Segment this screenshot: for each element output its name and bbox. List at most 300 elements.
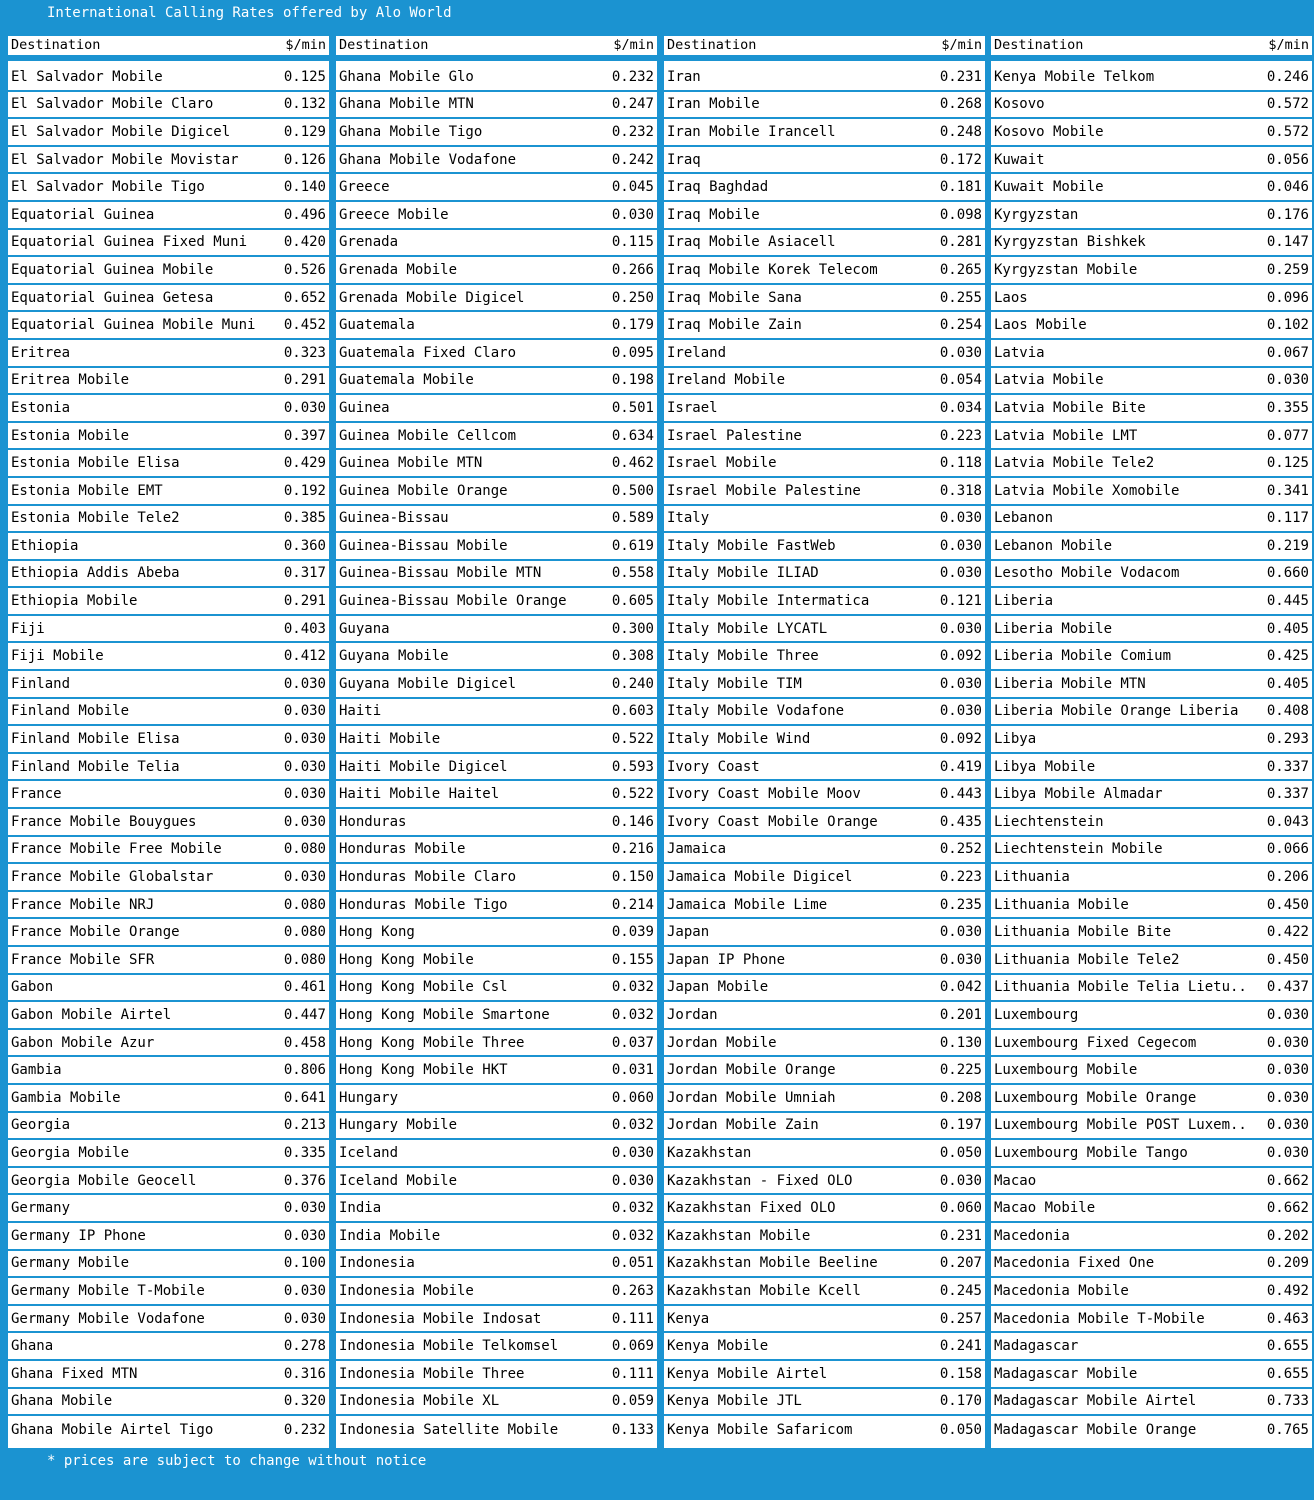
table-row xyxy=(664,1389,985,1417)
table-row xyxy=(991,1057,1312,1085)
rate-cell: 0.179 xyxy=(611,317,654,334)
destination-cell: Macao Mobile xyxy=(994,1200,1096,1217)
destination-cell: Kyrgyzstan xyxy=(994,206,1079,223)
destination-cell: Ivory Coast xyxy=(667,758,760,775)
rate-cell: 0.115 xyxy=(611,234,654,251)
table-row xyxy=(991,754,1312,782)
rate-cell: 0.132 xyxy=(283,96,326,113)
rate-cell: 0.080 xyxy=(283,951,326,968)
table-row xyxy=(991,340,1312,368)
table-row xyxy=(336,1416,657,1444)
rate-cell: 0.140 xyxy=(283,179,326,196)
table-row xyxy=(664,202,985,230)
destination-cell: Guyana Mobile xyxy=(339,648,449,665)
rate-cell: 0.030 xyxy=(939,620,982,637)
table-row xyxy=(8,726,329,754)
rate-cell: 0.335 xyxy=(283,1144,326,1161)
destination-cell: Gambia xyxy=(11,1062,62,1079)
destination-cell: France Mobile Free Mobile xyxy=(11,841,222,858)
table-row xyxy=(8,285,329,313)
table-row xyxy=(991,1278,1312,1306)
destination-cell: Latvia Mobile Bite xyxy=(994,399,1146,416)
rate-cell: 0.318 xyxy=(939,482,982,499)
rate-cell: 0.219 xyxy=(1266,537,1309,554)
destination-cell: Madagascar Mobile Airtel xyxy=(994,1393,1197,1410)
destination-cell: Madagascar Mobile Orange xyxy=(994,1421,1197,1438)
table-row xyxy=(664,1113,985,1141)
destination-cell: Georgia xyxy=(11,1117,71,1134)
rate-cell: 0.619 xyxy=(611,537,654,554)
destination-cell: Guinea Mobile MTN xyxy=(339,455,483,472)
destination-cell: Luxembourg Mobile POST Luxem.. xyxy=(994,1117,1247,1134)
rate-cell: 0.050 xyxy=(939,1421,982,1438)
table-row xyxy=(336,1195,657,1223)
table-row xyxy=(336,754,657,782)
destination-cell: Ethiopia Addis Abeba xyxy=(11,565,180,582)
table-row xyxy=(336,588,657,616)
rate-cell: 0.198 xyxy=(611,372,654,389)
rate-cell: 0.252 xyxy=(939,841,982,858)
table-row xyxy=(991,312,1312,340)
rate-cell: 0.291 xyxy=(283,593,326,610)
destination-cell: Guatemala Mobile xyxy=(339,372,474,389)
rates-column-2 xyxy=(336,36,657,1448)
destination-cell: Jamaica xyxy=(667,841,727,858)
destination-cell: Estonia Mobile Elisa xyxy=(11,455,180,472)
destination-cell: Liberia xyxy=(994,593,1054,610)
table-row xyxy=(336,147,657,175)
header-destination: Destination xyxy=(667,37,757,53)
table-row xyxy=(991,1223,1312,1251)
table-row xyxy=(336,699,657,727)
rates-column-1 xyxy=(8,36,329,1448)
table-row xyxy=(8,1389,329,1417)
table-row xyxy=(664,1057,985,1085)
rate-cell: 0.030 xyxy=(283,399,326,416)
destination-cell: Latvia Mobile LMT xyxy=(994,427,1138,444)
destination-cell: Iceland Mobile xyxy=(339,1172,458,1189)
destination-cell: Iraq Mobile xyxy=(667,206,760,223)
rate-cell: 0.092 xyxy=(939,648,982,665)
rate-cell: 0.254 xyxy=(939,317,982,334)
rate-cell: 0.030 xyxy=(283,1282,326,1299)
rate-cell: 0.291 xyxy=(283,372,326,389)
rate-cell: 0.069 xyxy=(611,1338,654,1355)
table-row xyxy=(991,1168,1312,1196)
destination-cell: El Salvador Mobile Movistar xyxy=(11,151,239,168)
table-row xyxy=(8,699,329,727)
destination-cell: Indonesia Mobile xyxy=(339,1282,474,1299)
rate-cell: 0.202 xyxy=(1266,1227,1309,1244)
rate-cell: 0.030 xyxy=(939,951,982,968)
rate-cell: 0.032 xyxy=(611,1117,654,1134)
destination-cell: Haiti Mobile Haitel xyxy=(339,786,500,803)
table-row xyxy=(336,1306,657,1334)
table-row xyxy=(8,919,329,947)
destination-cell: Estonia Mobile Tele2 xyxy=(11,510,180,527)
table-row xyxy=(664,837,985,865)
destination-cell: Ivory Coast Mobile Moov xyxy=(667,786,861,803)
table-row xyxy=(8,423,329,451)
destination-cell: Jordan Mobile Umniah xyxy=(667,1089,836,1106)
table-row xyxy=(664,285,985,313)
destination-cell: Guyana Mobile Digicel xyxy=(339,675,517,692)
rate-cell: 0.126 xyxy=(283,151,326,168)
destination-cell: Italy xyxy=(667,510,710,527)
rate-cell: 0.121 xyxy=(939,593,982,610)
rate-cell: 0.056 xyxy=(1266,151,1309,168)
table-row xyxy=(336,1389,657,1417)
column-header xyxy=(664,36,985,61)
rate-cell: 0.316 xyxy=(283,1365,326,1382)
table-row xyxy=(991,506,1312,534)
destination-cell: Indonesia Mobile Telkomsel xyxy=(339,1338,559,1355)
table-row xyxy=(336,1113,657,1141)
column-header xyxy=(8,36,329,61)
destination-cell: Italy Mobile Vodafone xyxy=(667,703,845,720)
table-row xyxy=(8,1195,329,1223)
table-row xyxy=(336,285,657,313)
destination-cell: Iceland xyxy=(339,1144,399,1161)
destination-cell: India xyxy=(339,1200,382,1217)
table-row xyxy=(336,643,657,671)
table-row xyxy=(336,119,657,147)
table-row xyxy=(664,726,985,754)
page-title: International Calling Rates offered by Alo World xyxy=(47,5,452,21)
destination-cell: Iraq Mobile Sana xyxy=(667,289,802,306)
rate-cell: 0.225 xyxy=(939,1062,982,1079)
rate-cell: 0.030 xyxy=(939,565,982,582)
table-row xyxy=(8,1168,329,1196)
destination-cell: France xyxy=(11,786,62,803)
table-row xyxy=(664,1416,985,1444)
destination-cell: Gambia Mobile xyxy=(11,1089,121,1106)
table-row xyxy=(8,671,329,699)
rate-cell: 0.129 xyxy=(283,123,326,140)
destination-cell: Macao xyxy=(994,1172,1037,1189)
table-row xyxy=(336,1251,657,1279)
table-row xyxy=(664,643,985,671)
table-row xyxy=(8,1278,329,1306)
table-row xyxy=(664,1168,985,1196)
destination-cell: France Mobile Globalstar xyxy=(11,869,214,886)
destination-cell: Lithuania xyxy=(994,869,1070,886)
rate-cell: 0.232 xyxy=(611,68,654,85)
destination-cell: Honduras Mobile Claro xyxy=(339,869,517,886)
rate-cell: 0.496 xyxy=(283,206,326,223)
rate-cell: 0.522 xyxy=(611,786,654,803)
destination-cell: El Salvador Mobile Tigo xyxy=(11,179,205,196)
destination-cell: Kuwait xyxy=(994,151,1045,168)
rate-cell: 0.030 xyxy=(283,1200,326,1217)
destination-cell: Jordan Mobile Orange xyxy=(667,1062,836,1079)
rate-cell: 0.098 xyxy=(939,206,982,223)
destination-cell: Indonesia xyxy=(339,1255,415,1272)
rate-cell: 0.214 xyxy=(611,896,654,913)
table-row xyxy=(991,588,1312,616)
destination-cell: Germany IP Phone xyxy=(11,1227,146,1244)
table-row xyxy=(336,1278,657,1306)
header-rate: $/min xyxy=(941,37,982,53)
table-row xyxy=(664,1361,985,1389)
rate-cell: 0.408 xyxy=(1266,703,1309,720)
rate-cell: 0.050 xyxy=(939,1144,982,1161)
rate-cell: 0.054 xyxy=(939,372,982,389)
table-row xyxy=(991,1113,1312,1141)
destination-cell: Liberia Mobile xyxy=(994,620,1113,637)
table-row xyxy=(8,588,329,616)
rate-cell: 0.435 xyxy=(939,813,982,830)
table-row xyxy=(664,1085,985,1113)
destination-cell: Ireland Mobile xyxy=(667,372,786,389)
rate-cell: 0.125 xyxy=(283,68,326,85)
rate-cell: 0.067 xyxy=(1266,344,1309,361)
destination-cell: Germany Mobile Vodafone xyxy=(11,1310,205,1327)
table-row xyxy=(336,837,657,865)
rate-cell: 0.589 xyxy=(611,510,654,527)
destination-cell: India Mobile xyxy=(339,1227,441,1244)
table-row xyxy=(8,892,329,920)
table-row xyxy=(336,809,657,837)
table-row xyxy=(336,616,657,644)
table-row xyxy=(664,588,985,616)
rate-cell: 0.146 xyxy=(611,813,654,830)
table-row xyxy=(336,1168,657,1196)
table-row xyxy=(991,864,1312,892)
table-row xyxy=(8,340,329,368)
table-row xyxy=(8,395,329,423)
destination-cell: Estonia xyxy=(11,399,71,416)
table-row xyxy=(8,119,329,147)
table-row xyxy=(8,1030,329,1058)
table-row xyxy=(8,781,329,809)
table-row xyxy=(664,450,985,478)
destination-cell: Hong Kong Mobile HKT xyxy=(339,1062,508,1079)
table-row xyxy=(664,892,985,920)
rate-cell: 0.660 xyxy=(1266,565,1309,582)
destination-cell: Luxembourg Mobile Orange xyxy=(994,1089,1197,1106)
table-row xyxy=(8,450,329,478)
destination-cell: Latvia Mobile Xomobile xyxy=(994,482,1180,499)
rate-cell: 0.030 xyxy=(1266,1144,1309,1161)
destination-cell: Ivory Coast Mobile Orange xyxy=(667,813,878,830)
table-row xyxy=(991,1251,1312,1279)
destination-cell: Latvia xyxy=(994,344,1045,361)
rate-cell: 0.733 xyxy=(1266,1393,1309,1410)
destination-cell: Ghana Mobile MTN xyxy=(339,96,474,113)
rate-cell: 0.080 xyxy=(283,841,326,858)
destination-cell: Laos Mobile xyxy=(994,317,1087,334)
destination-cell: Indonesia Satellite Mobile xyxy=(339,1421,559,1438)
table-row xyxy=(336,1361,657,1389)
destination-cell: Finland Mobile Telia xyxy=(11,758,180,775)
destination-cell: Japan xyxy=(667,924,710,941)
destination-cell: Kosovo xyxy=(994,96,1045,113)
rate-cell: 0.030 xyxy=(939,537,982,554)
rate-cell: 0.046 xyxy=(1266,179,1309,196)
destination-cell: Kazakhstan - Fixed OLO xyxy=(667,1172,853,1189)
destination-cell: Georgia Mobile Geocell xyxy=(11,1172,197,1189)
rate-cell: 0.558 xyxy=(611,565,654,582)
destination-cell: Indonesia Mobile Indosat xyxy=(339,1310,542,1327)
table-row xyxy=(664,340,985,368)
rate-cell: 0.030 xyxy=(283,1227,326,1244)
rate-rows xyxy=(336,64,657,1444)
rate-cell: 0.655 xyxy=(1266,1365,1309,1382)
rate-cell: 0.241 xyxy=(939,1338,982,1355)
rate-cell: 0.360 xyxy=(283,537,326,554)
rate-cell: 0.150 xyxy=(611,869,654,886)
rate-cell: 0.320 xyxy=(283,1393,326,1410)
rate-cell: 0.030 xyxy=(283,675,326,692)
rate-cell: 0.030 xyxy=(1266,1089,1309,1106)
table-row xyxy=(991,478,1312,506)
rate-cell: 0.060 xyxy=(939,1200,982,1217)
table-row xyxy=(8,1333,329,1361)
rate-cell: 0.235 xyxy=(939,896,982,913)
rate-cell: 0.080 xyxy=(283,896,326,913)
rate-cell: 0.080 xyxy=(283,924,326,941)
rate-cell: 0.419 xyxy=(939,758,982,775)
rates-column-3 xyxy=(664,36,985,1448)
rate-cell: 0.059 xyxy=(611,1393,654,1410)
rate-cell: 0.032 xyxy=(611,1006,654,1023)
destination-cell: Israel xyxy=(667,399,718,416)
destination-cell: Guatemala xyxy=(339,317,415,334)
destination-cell: Ghana Mobile Vodafone xyxy=(339,151,517,168)
rate-cell: 0.240 xyxy=(611,675,654,692)
table-row xyxy=(991,1416,1312,1444)
destination-cell: Haiti Mobile xyxy=(339,731,441,748)
table-row xyxy=(8,1251,329,1279)
table-row xyxy=(991,1361,1312,1389)
rate-cell: 0.118 xyxy=(939,455,982,472)
rate-cell: 0.765 xyxy=(1266,1421,1309,1438)
table-row xyxy=(991,368,1312,396)
table-row xyxy=(336,892,657,920)
destination-cell: Guinea-Bissau Mobile Orange xyxy=(339,593,567,610)
destination-cell: Jordan Mobile Zain xyxy=(667,1117,819,1134)
table-row xyxy=(336,1002,657,1030)
rate-cell: 0.030 xyxy=(1266,1006,1309,1023)
destination-cell: Luxembourg Fixed Cegecom xyxy=(994,1034,1197,1051)
rate-cell: 0.405 xyxy=(1266,675,1309,692)
rate-cell: 0.030 xyxy=(611,1144,654,1161)
rate-cell: 0.443 xyxy=(939,786,982,803)
table-row xyxy=(664,1002,985,1030)
destination-cell: Libya xyxy=(994,731,1037,748)
table-row xyxy=(664,147,985,175)
table-row xyxy=(664,1140,985,1168)
destination-cell: Estonia Mobile EMT xyxy=(11,482,163,499)
rate-cell: 0.030 xyxy=(283,731,326,748)
rate-cell: 0.281 xyxy=(939,234,982,251)
table-row xyxy=(336,174,657,202)
rate-cell: 0.042 xyxy=(939,979,982,996)
destination-cell: Macedonia Mobile T-Mobile xyxy=(994,1310,1205,1327)
destination-cell: Madagascar xyxy=(994,1338,1079,1355)
rate-cell: 0.278 xyxy=(283,1338,326,1355)
table-row xyxy=(991,1195,1312,1223)
destination-cell: Iraq Baghdad xyxy=(667,179,769,196)
rate-cell: 0.452 xyxy=(283,317,326,334)
table-row xyxy=(664,616,985,644)
rate-cell: 0.231 xyxy=(939,68,982,85)
table-row xyxy=(991,257,1312,285)
rate-cell: 0.268 xyxy=(939,96,982,113)
destination-cell: Hong Kong Mobile Three xyxy=(339,1034,525,1051)
rate-cell: 0.341 xyxy=(1266,482,1309,499)
table-row xyxy=(336,450,657,478)
destination-cell: Lebanon Mobile xyxy=(994,537,1113,554)
table-row xyxy=(664,699,985,727)
table-row xyxy=(8,312,329,340)
destination-cell: France Mobile Bouygues xyxy=(11,813,197,830)
destination-cell: Honduras Mobile Tigo xyxy=(339,896,508,913)
table-row xyxy=(664,1223,985,1251)
rate-cell: 0.246 xyxy=(1266,68,1309,85)
rate-cell: 0.397 xyxy=(283,427,326,444)
table-row xyxy=(664,368,985,396)
destination-cell: Liberia Mobile Comium xyxy=(994,648,1172,665)
table-row xyxy=(8,64,329,92)
destination-cell: Grenada Mobile Digicel xyxy=(339,289,525,306)
table-row xyxy=(8,506,329,534)
rate-cell: 0.030 xyxy=(939,510,982,527)
table-row xyxy=(336,312,657,340)
rate-cell: 0.030 xyxy=(1266,1062,1309,1079)
table-row xyxy=(991,174,1312,202)
destination-cell: Lithuania Mobile xyxy=(994,896,1129,913)
rate-cell: 0.245 xyxy=(939,1282,982,1299)
table-row xyxy=(991,892,1312,920)
destination-cell: Fiji Mobile xyxy=(11,648,104,665)
table-row xyxy=(8,616,329,644)
destination-cell: Iran Mobile Irancell xyxy=(667,123,836,140)
table-row xyxy=(8,975,329,1003)
rate-cell: 0.247 xyxy=(611,96,654,113)
table-row xyxy=(336,202,657,230)
rate-cell: 0.096 xyxy=(1266,289,1309,306)
rate-cell: 0.250 xyxy=(611,289,654,306)
table-row xyxy=(8,202,329,230)
rate-cell: 0.461 xyxy=(283,979,326,996)
destination-cell: Kazakhstan Mobile Kcell xyxy=(667,1282,861,1299)
rate-cell: 0.192 xyxy=(283,482,326,499)
rate-cell: 0.181 xyxy=(939,179,982,196)
rate-cell: 0.032 xyxy=(611,1227,654,1244)
table-row xyxy=(8,478,329,506)
table-row xyxy=(8,754,329,782)
rate-cell: 0.266 xyxy=(611,261,654,278)
rate-cell: 0.176 xyxy=(1266,206,1309,223)
table-row xyxy=(8,257,329,285)
table-row xyxy=(336,1223,657,1251)
table-row xyxy=(336,671,657,699)
destination-cell: France Mobile NRJ xyxy=(11,896,155,913)
table-row xyxy=(664,64,985,92)
rate-cell: 0.806 xyxy=(283,1062,326,1079)
table-row xyxy=(991,1333,1312,1361)
rate-cell: 0.317 xyxy=(283,565,326,582)
table-row xyxy=(664,478,985,506)
rate-cell: 0.100 xyxy=(283,1255,326,1272)
destination-cell: Hong Kong xyxy=(339,924,415,941)
rate-cell: 0.158 xyxy=(939,1365,982,1382)
rate-cell: 0.043 xyxy=(1266,813,1309,830)
destination-cell: Japan IP Phone xyxy=(667,951,786,968)
destination-cell: Macedonia xyxy=(994,1227,1070,1244)
